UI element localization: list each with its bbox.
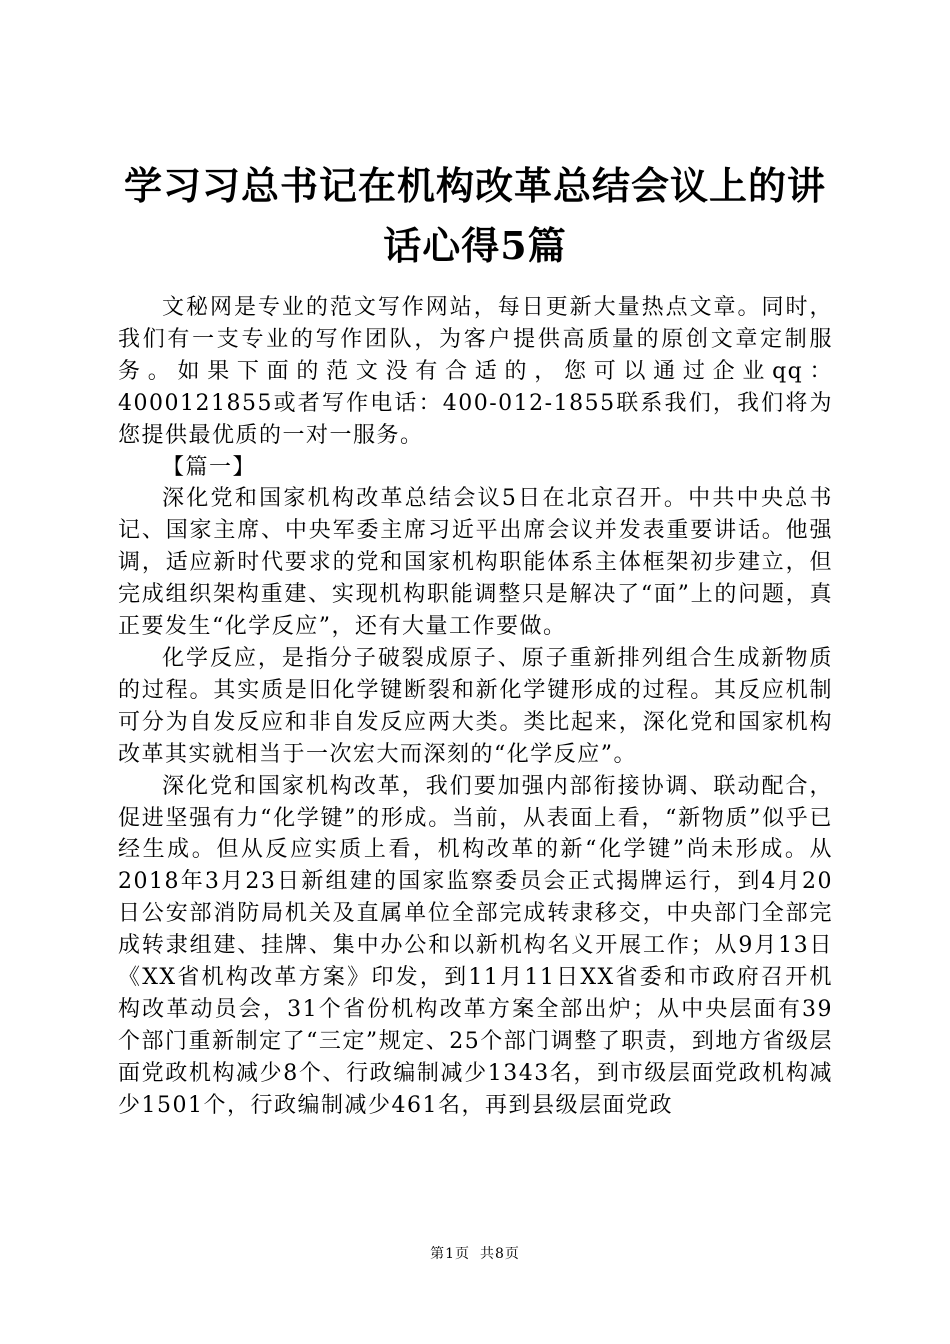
document-body [118, 292, 833, 1122]
page-total: 共8页 [480, 1246, 520, 1262]
page-number: 第1页 [430, 1246, 470, 1262]
intro-paragraph: 文秘网是专业的范文写作网站，每日更新大量热点文章。同时，我们有一支专业的写作团队，为客户提供高质量的原创文章定制服务。如果下面的范文没有合适的，您可以通过企业qq：4000121855或者写作电话：400-012-1855联系我们，我们将为您提供最优质的一对一服务。 [118, 295, 833, 448]
document-title: 学习习总书记在机构改革总结会议上的讲话心得5篇 [123, 163, 826, 268]
body-paragraph: 深化党和国家机构改革总结会议5日在北京召开。中共中央总书记、国家主席、中央军委主席习近平出席会议并发表重要讲话。他强调，适应新时代要求的党和国家机构职能体系主体框架初步建立，但完成组织架构重建、实现机构职能调整只是解决了“面”上的问题，真正要发生“化学反应”，还有大量工作要做。 [118, 486, 833, 640]
page-footer [0, 1244, 950, 1264]
body-paragraph: 深化党和国家机构改革，我们要加强内部衔接协调、联动配合，促进坚强有力“化学键”的形成。当前，从表面上看，“新物质”似乎已经生成。但从反应实质上看，机构改革的新“化学键”尚未形成。从2018年3月23日新组建的国家监察委员会正式揭牌运行，到4月20日公安部消防局机关及直属单位全部完成转隶移交，中央部门全部完成转隶组建、挂牌、集中办公和以新机构名义开展工作；从9月13日《XX省机构改革方案》印发，到11月11日XX省委和市政府召开机构改革动员会，31个省份机构改革方案全部出炉；从中央层面有39个部门重新制定了“三定”规定、25个部门调整了职责，到地方省级层面党政机构减少8个、行政编制减少1343名，到市级层面党政机构减少1501个，行政编制减少461名，再到县级层面党政 [118, 773, 833, 1118]
body-paragraph: 化学反应，是指分子破裂成原子、原子重新排列组合生成新物质的过程。其实质是旧化学键断裂和新化学键形成的过程。其反应机制可分为自发反应和非自发反应两大类。类比起来，深化党和国家机构改革其实就相当于一次宏大而深刻的“化学反应”。 [118, 645, 833, 767]
section-heading: 【篇一】 [162, 454, 257, 480]
